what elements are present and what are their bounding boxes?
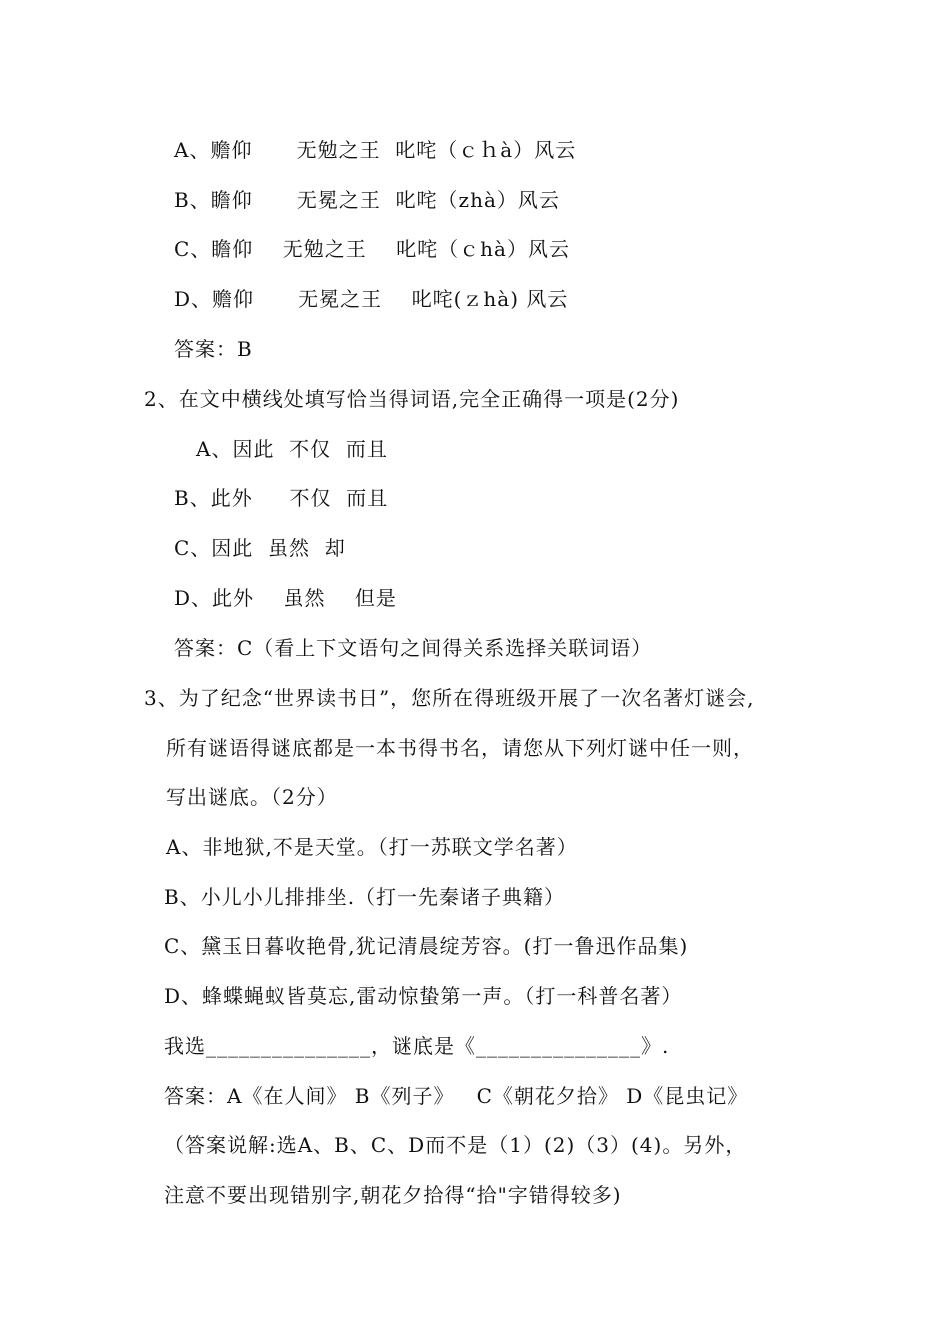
q2-option-c: C、因此 虽然 却 bbox=[174, 536, 346, 560]
q1-option-c: C、瞻仰 无勉之王 叱咤（ｃhà）风云 bbox=[174, 237, 570, 261]
q2-option-a: A、因此 不仅 而且 bbox=[196, 437, 388, 461]
q1-option-d: D、赡仰 无冕之王 叱咤(ｚhà) 风云 bbox=[174, 287, 569, 311]
q3-stem-line-1: 3、为了纪念“世界读书日”，您所在得班级开展了一次名著灯谜会, bbox=[144, 686, 755, 710]
q3-explain-line-1: （答案说解:选A、B、C、D而不是（1）(2)（3）(4)。另外， bbox=[164, 1133, 747, 1157]
q3-option-b: B、小儿小儿排排坐.（打一先秦诸子典籍） bbox=[164, 885, 566, 909]
q2-answer: 答案：C（看上下文语句之间得关系选择关联词语） bbox=[174, 636, 653, 660]
q3-stem-line-2: 所有谜语得谜底都是一本书得书名，请您从下列灯谜中任一则， bbox=[166, 736, 754, 760]
q3-explain-line-2: 注意不要出现错别字,朝花夕拾得“拾"字错得较多) bbox=[164, 1183, 622, 1207]
q1-answer: 答案：B bbox=[174, 337, 253, 361]
q1-option-b: B、瞻仰 无冕之王 叱咤（zhà）风云 bbox=[174, 188, 560, 212]
q1-option-a: A、赡仰 无勉之王 叱咤（ｃｈà）风云 bbox=[174, 138, 577, 162]
q3-option-d: D、蜂蝶蝇蚁皆莫忘,雷动惊蛰第一声。（打一科普名著） bbox=[164, 984, 683, 1008]
q3-fill-line: 我选_______________，谜底是《_______________》. bbox=[164, 1034, 670, 1058]
q3-stem-line-3: 写出谜底。（2分） bbox=[166, 785, 338, 809]
q2-stem: 2、在文中横线处填写恰当得词语,完全正确得一项是(2分) bbox=[144, 387, 680, 411]
q2-option-b: B、此外 不仅 而且 bbox=[174, 486, 389, 510]
q3-answer: 答案：A《在人间》 B《列子》 C《朝花夕拾》 D《昆虫记》 bbox=[164, 1084, 749, 1108]
q3-option-a: A、非地狱,不是天堂。（打一苏联文学名著） bbox=[166, 835, 578, 859]
q2-option-d: D、此外 虽然 但是 bbox=[174, 586, 397, 610]
q3-option-c: C、黛玉日暮收艳骨,犹记清晨绽芳容。(打一鲁迅作品集) bbox=[164, 934, 689, 958]
